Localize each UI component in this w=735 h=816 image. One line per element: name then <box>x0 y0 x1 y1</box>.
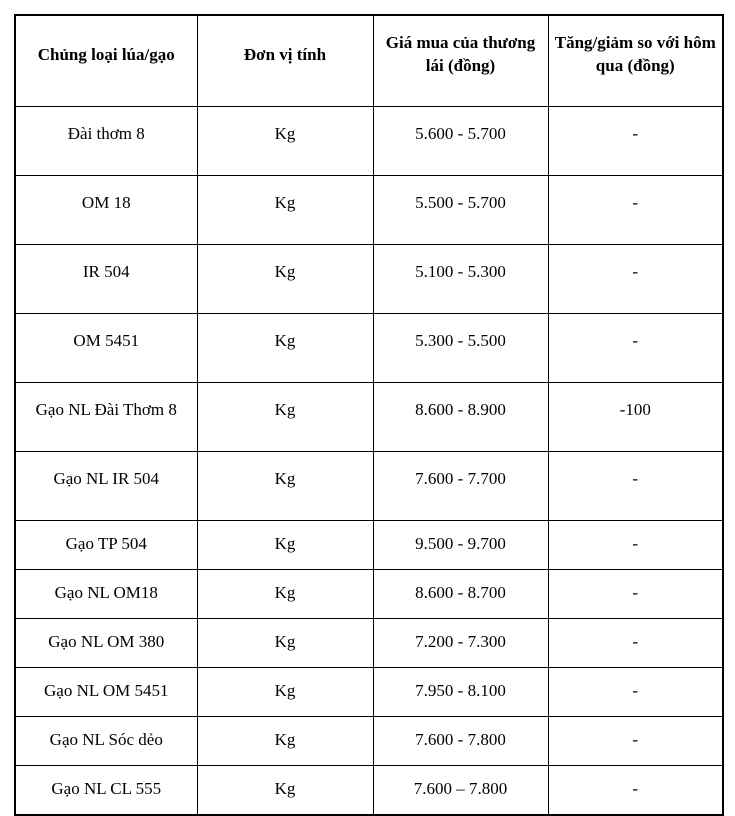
table-row <box>15 452 723 521</box>
cell-change: - <box>548 176 723 245</box>
column-header-price: Giá mua của thương lái (đồng) <box>373 15 548 107</box>
cell-change: - <box>548 668 723 717</box>
cell-change: - <box>548 314 723 383</box>
cell-price-range: 5.300 - 5.500 <box>373 314 548 383</box>
cell-unit: Kg <box>197 619 373 668</box>
cell-unit: Kg <box>197 766 373 816</box>
header-row <box>15 15 723 107</box>
cell-price-range: 5.100 - 5.300 <box>373 245 548 314</box>
cell-change: - <box>548 521 723 570</box>
cell-unit: Kg <box>197 314 373 383</box>
table-row <box>15 570 723 619</box>
cell-price-range: 5.500 - 5.700 <box>373 176 548 245</box>
cell-rice-type: Gạo NL Sóc dẻo <box>15 717 197 766</box>
cell-price-range: 7.200 - 7.300 <box>373 619 548 668</box>
cell-change: - <box>548 717 723 766</box>
cell-unit: Kg <box>197 668 373 717</box>
cell-unit: Kg <box>197 452 373 521</box>
cell-change: - <box>548 107 723 176</box>
table-row <box>15 521 723 570</box>
column-header-change: Tăng/giảm so với hôm qua (đồng) <box>548 15 723 107</box>
cell-rice-type: Gạo NL Đài Thơm 8 <box>15 383 197 452</box>
cell-rice-type: Gạo NL IR 504 <box>15 452 197 521</box>
table-row <box>15 176 723 245</box>
column-header-unit: Đơn vị tính <box>197 15 373 107</box>
cell-change: - <box>548 245 723 314</box>
table-row <box>15 717 723 766</box>
price-table-container <box>14 14 724 816</box>
cell-rice-type: Gạo NL OM 5451 <box>15 668 197 717</box>
column-header-rice-type: Chủng loại lúa/gạo <box>15 15 197 107</box>
cell-change: - <box>548 570 723 619</box>
cell-price-range: 5.600 - 5.700 <box>373 107 548 176</box>
cell-unit: Kg <box>197 383 373 452</box>
cell-rice-type: Gạo NL OM 380 <box>15 619 197 668</box>
table-row <box>15 383 723 452</box>
cell-change: - <box>548 619 723 668</box>
cell-price-range: 7.600 - 7.700 <box>373 452 548 521</box>
table-row <box>15 766 723 816</box>
cell-change: -100 <box>548 383 723 452</box>
cell-rice-type: Gạo NL CL 555 <box>15 766 197 816</box>
cell-unit: Kg <box>197 245 373 314</box>
cell-unit: Kg <box>197 176 373 245</box>
cell-price-range: 7.600 - 7.800 <box>373 717 548 766</box>
table-row <box>15 668 723 717</box>
rice-price-table <box>14 14 724 816</box>
cell-rice-type: Đài thơm 8 <box>15 107 197 176</box>
cell-unit: Kg <box>197 717 373 766</box>
cell-unit: Kg <box>197 521 373 570</box>
cell-price-range: 8.600 - 8.900 <box>373 383 548 452</box>
table-row <box>15 314 723 383</box>
cell-price-range: 7.950 - 8.100 <box>373 668 548 717</box>
cell-price-range: 9.500 - 9.700 <box>373 521 548 570</box>
cell-price-range: 7.600 – 7.800 <box>373 766 548 816</box>
cell-rice-type: OM 18 <box>15 176 197 245</box>
cell-rice-type: IR 504 <box>15 245 197 314</box>
cell-price-range: 8.600 - 8.700 <box>373 570 548 619</box>
cell-change: - <box>548 452 723 521</box>
table-row <box>15 619 723 668</box>
table-body <box>15 107 723 816</box>
table-header <box>15 15 723 107</box>
cell-unit: Kg <box>197 107 373 176</box>
table-row <box>15 107 723 176</box>
table-row <box>15 245 723 314</box>
cell-rice-type: Gạo NL OM18 <box>15 570 197 619</box>
cell-unit: Kg <box>197 570 373 619</box>
cell-change: - <box>548 766 723 816</box>
cell-rice-type: OM 5451 <box>15 314 197 383</box>
cell-rice-type: Gạo TP 504 <box>15 521 197 570</box>
